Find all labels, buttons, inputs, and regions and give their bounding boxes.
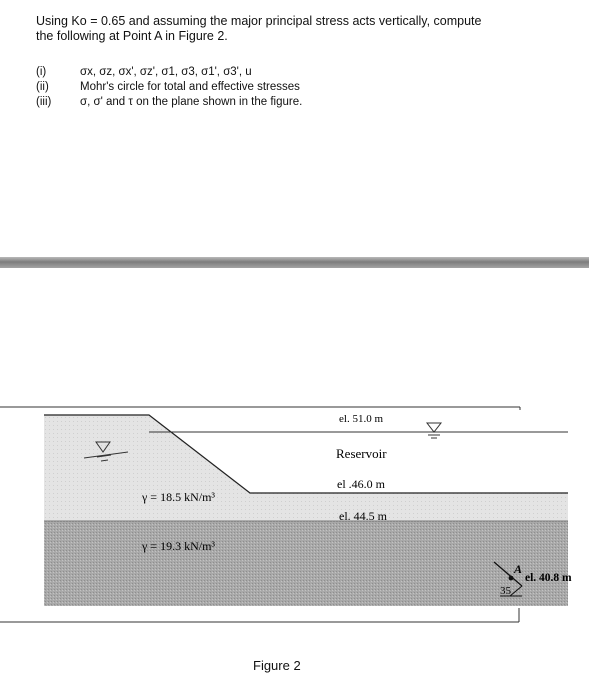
task-text: σ, σ' and τ on the plane shown in the figure. xyxy=(80,96,303,108)
label-reservoir: Reservoir xyxy=(336,446,387,461)
task-item xyxy=(36,95,302,110)
task-item xyxy=(36,80,302,95)
label-point-a: A xyxy=(514,562,523,576)
figure-caption: Figure 2 xyxy=(253,658,301,673)
figure-2-diagram xyxy=(0,400,589,630)
problem-line-2: the following at Point A in Figure 2. xyxy=(36,29,228,43)
label-el-44-5: el. 44.5 m xyxy=(339,509,387,523)
label-el-top: el. 51.0 m xyxy=(339,413,383,425)
water-table-symbol-icon xyxy=(427,423,441,438)
task-text: Mohr's circle for total and effective stresses xyxy=(80,81,300,93)
task-text: σx, σz, σx', σz', σ1, σ3, σ1', σ3', u xyxy=(80,66,252,78)
task-list xyxy=(36,65,302,110)
label-el-40-8: el. 40.8 m xyxy=(525,572,572,584)
task-item xyxy=(36,65,302,80)
upper-soil-layer xyxy=(44,415,568,521)
point-a-marker xyxy=(509,576,514,581)
label-angle: 35 xyxy=(500,585,511,597)
task-number: (ii) xyxy=(36,81,49,93)
label-el-46: el .46.0 m xyxy=(337,477,385,491)
label-gamma-upper: γ = 18.5 kN/m³ xyxy=(142,490,216,504)
lower-soil-layer xyxy=(44,521,568,606)
problem-line-1: Using Ko = 0.65 and assuming the major principal stress acts vertically, compute xyxy=(36,14,482,28)
task-number: (i) xyxy=(36,66,47,78)
label-gamma-lower: γ = 19.3 kN/m³ xyxy=(142,539,216,553)
task-number: (iii) xyxy=(36,96,52,108)
problem-statement xyxy=(36,14,556,44)
page-divider xyxy=(0,257,589,268)
